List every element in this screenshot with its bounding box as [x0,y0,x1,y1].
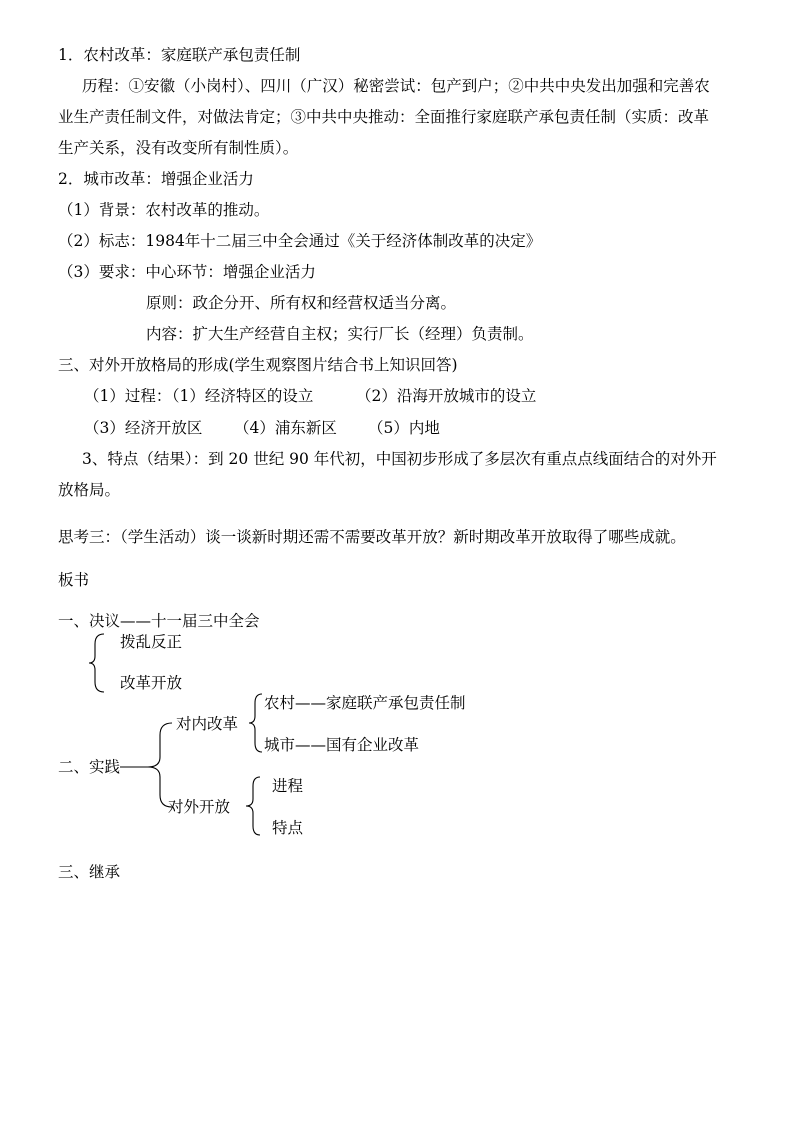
board-outer-brace [240,774,264,838]
section2-principle: 原则：政企分开、所有权和经营权适当分离。 [146,294,457,312]
board-inner-a: 农村——家庭联产承包责任制 [264,694,466,712]
board-one-b: 改革开放 [120,674,183,692]
board-two: 二、实践 [58,758,121,776]
section3-process-label: （1）过程： [84,387,172,405]
section2-background: （1）背景：农村改革的推动。 [58,201,270,219]
board-outer-b: 特点 [272,819,304,837]
section3-heading: 三、对外开放格局的形成(学生观察图片结合书上知识回答) [58,356,458,374]
section3-item-3: （3）经济开放区 [84,419,203,437]
board-inner-b: 城市——国有企业改革 [264,736,420,754]
section3-item-4: （4）浦东新区 [234,419,337,437]
section1-history-line3: 生产关系，没有改变所有制性质）。 [58,139,299,157]
section3-item-2: （2）沿海开放城市的设立 [356,387,537,405]
section2-marker: （2）标志：1984年十二届三中全会通过《关于经济体制改革的决定》 [58,232,542,250]
board-outer: 对外开放 [168,798,231,816]
section3-feature-line2: 放格局。 [58,481,121,499]
section3-item-5: （5）内地 [368,419,440,437]
board-one-a: 拨乱反正 [120,633,183,651]
section1-history-line2: 业生产责任制文件，对做法肯定；③中共中央推动：全面推行家庭联产承包责任制（实质：改革 [58,108,710,126]
board-inner: 对内改革 [176,715,239,733]
board-inner-brace [244,690,266,756]
section2-requirement: （3）要求：中心环节：增强企业活力 [58,263,316,281]
section1-history-line1: 历程：①安徽（小岗村）、四川（广汉）秘密尝试：包产到户；②中共中央发出加强和完善农 [82,77,710,95]
think3-text: 思考三：（学生活动）谈一谈新时期还需不需要改革开放？新时期改革开放取得了哪些成就。 [58,528,686,546]
board-three: 三、继承 [58,863,121,881]
section1-heading: 1．农村改革：家庭联产承包责任制 [58,46,301,64]
section2-heading: 2．城市改革：增强企业活力 [58,170,254,188]
board-one: 一、决议——十一届三中全会 [58,612,260,630]
board-outer-a: 进程 [272,777,304,795]
section3-feature-line1: 3、特点（结果）：到 20 世纪 90 年代初，中国初步形成了多层次有重点点线面结合的对外开 [82,450,717,468]
section2-content: 内容：扩大生产经营自主权；实行厂长（经理）负责制。 [146,325,534,343]
board-title: 板书 [58,571,90,589]
section3-item-1: （1）经济特区的设立 [164,387,314,405]
board-one-brace [86,632,110,694]
